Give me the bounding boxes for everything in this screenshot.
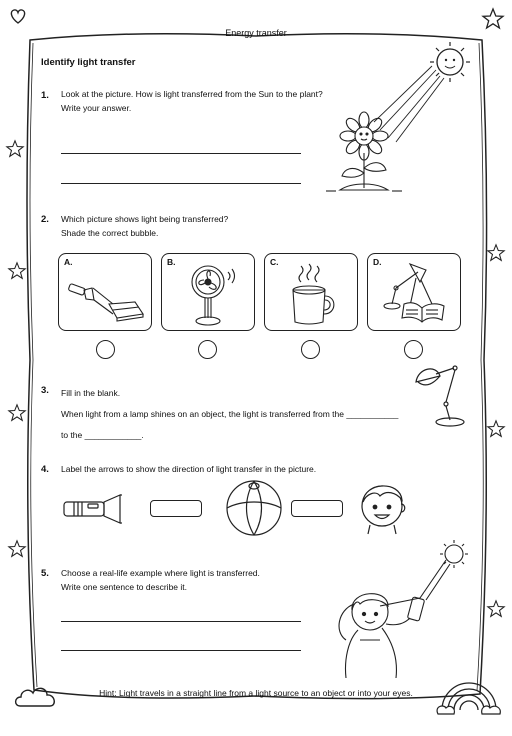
hot-mug-icon: [283, 260, 343, 328]
beach-ball-icon: [224, 478, 284, 538]
answer-line[interactable]: [61, 650, 301, 651]
question-2-text: [61, 212, 228, 240]
question-3-blank-sentence[interactable]: When light from a lamp shines on an object, the light is transferred from the ___________: [61, 409, 399, 419]
answer-bubble-a[interactable]: [96, 340, 115, 359]
question-4-number: 4.: [41, 464, 49, 475]
question-2-prompt: Which picture shows light being transferred?: [61, 214, 229, 224]
answer-line[interactable]: [61, 183, 301, 184]
page-title: Energy transfer: [225, 28, 287, 38]
star-icon: [8, 404, 26, 422]
question-5-prompt: Choose a real-life example where light is transferred.: [61, 568, 260, 578]
question-3-number: 3.: [41, 385, 49, 396]
heart-icon: [8, 6, 28, 26]
option-card-d[interactable]: [367, 253, 461, 331]
question-1-number: 1.: [41, 90, 49, 101]
question-1-text: [61, 87, 323, 115]
star-icon: [8, 540, 26, 558]
answer-line[interactable]: [61, 621, 301, 622]
question-3-text: [61, 383, 398, 446]
star-icon: [482, 8, 504, 30]
star-icon: [487, 420, 505, 438]
star-icon: [6, 140, 24, 158]
flower-icon: [326, 112, 402, 191]
question-1-prompt: Look at the picture. How is light transferred from the Sun to the plant?: [61, 89, 323, 99]
section-subtitle: Identify light transfer: [41, 57, 136, 68]
fan-icon: [176, 260, 242, 328]
option-card-a[interactable]: [58, 253, 152, 331]
arrow-label-box[interactable]: [291, 500, 343, 517]
question-3-blank-sentence-end[interactable]: to the ____________.: [61, 430, 144, 440]
question-2-instruction: Shade the correct bubble.: [61, 228, 159, 238]
answer-line[interactable]: [61, 153, 301, 154]
desk-lamp-icon: [410, 362, 472, 430]
option-label: B.: [167, 257, 176, 267]
question-5-number: 5.: [41, 568, 49, 579]
answer-bubble-c[interactable]: [301, 340, 320, 359]
question-2-number: 2.: [41, 214, 49, 225]
sun-icon: [430, 42, 470, 82]
girl-phone-illustration: [324, 540, 474, 680]
question-5-text: [61, 566, 260, 594]
option-card-b[interactable]: [161, 253, 255, 331]
desk-lamp-book-icon: [376, 260, 456, 328]
sun-plant-illustration: [322, 38, 482, 198]
option-label: A.: [64, 257, 73, 267]
star-icon: [8, 262, 26, 280]
answer-bubble-d[interactable]: [404, 340, 423, 359]
question-5-instruction: Write one sentence to describe it.: [61, 582, 187, 592]
arrow-label-box[interactable]: [150, 500, 202, 517]
answer-bubble-b[interactable]: [198, 340, 217, 359]
question-1-instruction: Write your answer.: [61, 103, 132, 113]
question-3-prompt: Fill in the blank.: [61, 388, 121, 398]
sun-icon: [440, 540, 468, 568]
flashlight-book-icon: [65, 270, 147, 326]
hint-text: Hint: Light travels in a straight line from a light source to an object or into your eyes.: [99, 688, 413, 698]
option-label: C.: [270, 257, 279, 267]
option-label: D.: [373, 257, 382, 267]
star-icon: [487, 244, 505, 262]
option-card-c[interactable]: [264, 253, 358, 331]
flashlight-icon: [62, 492, 142, 526]
question-4-prompt: Label the arrows to show the direction of light transfer in the picture.: [61, 464, 317, 474]
boy-face-icon: [356, 476, 412, 536]
star-icon: [487, 600, 505, 618]
